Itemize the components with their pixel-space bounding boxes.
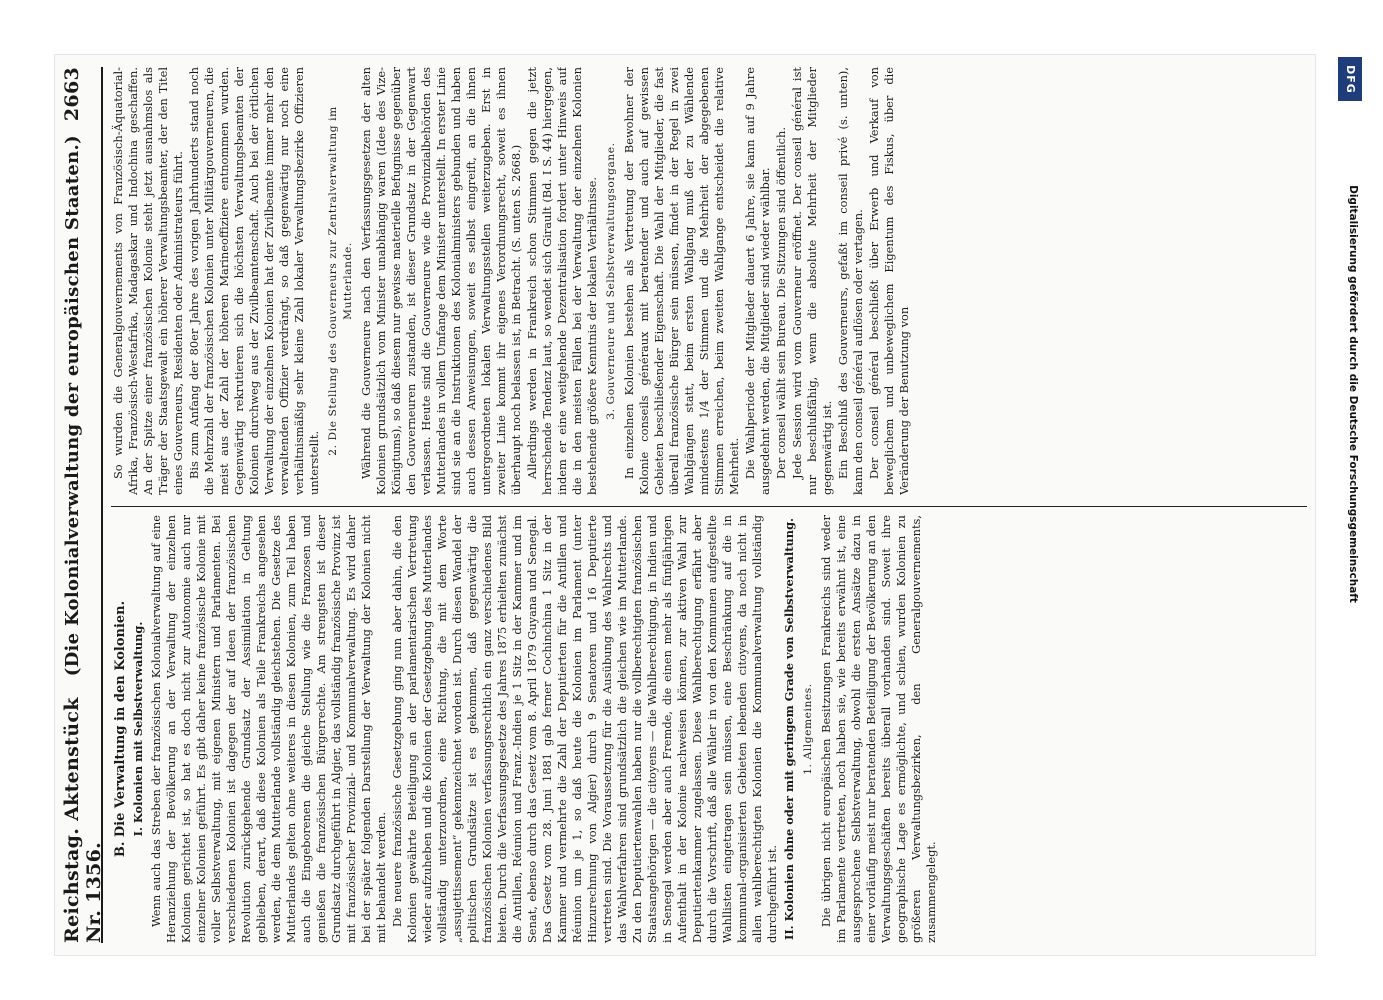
paragraph: Ein Beschluß des Gouverneurs, gefaßt im conseil privé (s. unten), kann den conseil général auflösen oder vertagen. [836, 67, 865, 495]
digitization-note: Digitalisierung gefördert durch die Deutsche Forschungsgemeinschaft [1347, 185, 1359, 603]
paragraph: Der conseil wählt sein Bureau. Die Sitzungen sind öffentlich. [774, 127, 788, 479]
paragraph: Jede Session wird vom Gouverneur eröffnet. Der conseil général ist nur beschlußfähig, wenn die absolute Mehrheit der Mitglieder gegenwärtig ist. [790, 67, 834, 495]
paragraph: So wurden die Generalgouvernements von Französisch-Äquatorial-Afrika, Französisch-Westafrika, Madagaskar und Indochina geschaffen. An der Spitze einer französischen Kolonie steht jetzt ausnahmslos als Träger der Staatsgewalt ein höherer Verwaltungsbeamter, der den Titel eines Gouverneurs, Residenten oder Administrateurs führt. [111, 67, 185, 495]
paragraph: Allerdings werden in Frankreich schon Stimmen gegen die jetzt herrschende Tendenz laut, so wendet sich Girault (Bd. I S. 44) hiergegen, indem er eine weitgehende Dezentralisation fordert unter Hinweis auf die in den meisten Fällen bei der Verwaltung der einzelnen Kolonien bestehende größere Kenntnis der lokalen Verhältnisse. [525, 67, 599, 495]
paragraph: Die übrigen nicht europäischen Besitzungen Frankreichs sind weder im Parlamente vertreten, noch haben sie, wie bereits erwähnt ist, eine ausgesprochene Selbstverwaltung, obwohl die ersten Ansätze dazu in einer vorläufig meist nur beratenden Beteiligung der Bevölkerung an den Verwaltungsgeschäften bereits überall vorhanden sind. Soweit ihre geographische Lage es ermöglichte, und schien, wurden Kolonien zu größeren Verwaltungsbezirken, den Generalgouvernements, zusammengelegt. [819, 515, 938, 943]
paragraph: Die neuere französische Gesetzgebung ging nun aber dahin, die den Kolonien gewährte Beteiligung an der parlamentarischen Vertretung wieder aufzuheben und die Kolonien der Gesetzgebung des Mutterlandes vollständig unterzuordnen, eine Richtung, die mit dem Worte „assujettissement“ gekennzeichnet worden ist. Durch diesen Wandel der politischen Grundsätze ist es gekommen, daß gegenwärtig die französischen Kolonien verfassungsrechtlich ein ganz verschiedenes Bild bieten. Durch die Verfassungsgesetze des Jahres 1875 erhielten zunächst die Antillen, Réunion und Franz.-Indien je 1 Sitz in der Kammer und im Senat, ebenso durch das Gesetz vom 8. April 1879 Guyana und Senegal. Das Gesetz vom 28. Juni 1881 gab ferner Cochinchina 1 Sitz in der Kammer und vermehrte die Zahl der Deputierten für die Antillen und Réunion um je 1, so daß heute die Kolonien im Parlament (unter Hinzurechnung von Algier) durch 9 Senatoren und 16 Deputierte vertreten sind. Die Voraussetzung für die Ausübung des Wahlrechts und das Wahlverfahren sind grundsätzlich die gleichen wie im Mutterlande. Zu den Deputiertenwahlen haben nur die vollberechtigten französischen Staatsangehörigen — die citoyens — die Wahlberechtigung, in Indien und in Senegal werden aber auch Fremde, die einen mehr als fünfjährigen Aufenthalt in der Kolonie nachweisen können, zur aktiven Wahl zur Deputiertenkammer zugelassen. Diese Wahlberechtigung erfährt aber durch die Vorschrift, daß alle Wähler in von den Kommunen aufgestellte Wahllisten eingetragen sein müssen, eine Beschränkung auf die in kommunal-organisierten Gebieten lebenden citoyens, da noch nicht in allen wahlberechtigten Kolonien die Kommunalverwaltung vollständig durchgeführt ist. [390, 515, 779, 943]
subsection-heading-2: II. Kolonien ohne oder mit geringem Grade von Selbstverwaltung. [782, 518, 796, 940]
dfg-logo: DFG [1338, 57, 1362, 101]
page-number: 2663 [61, 67, 83, 122]
section-heading: B. Die Verwaltung in den Kolonien. [113, 600, 128, 858]
header-left: Reichstag. Aktenstück Nr. 1356. [61, 697, 105, 943]
paragraph: Der conseil général beschließt über Erwerb und Verkauf von beweglichem und unbeweglichem Eigentum des Fiskus, über die Veränderung der Benutzung von [867, 67, 911, 495]
subheading-selbstverwaltungsorgane: 3. Gouverneure und Selbstverwaltungsorgane. [605, 142, 617, 420]
page-header [61, 67, 103, 943]
paragraph: In einzelnen Kolonien bestehen als Vertretung der Bewohner der Kolonie conseils généraux mit beratender und auch auf gewissen Gebieten beschließender Eigenschaft. Die Wahl der Mitglieder, die fast überall französische Bürger sein müssen, findet in der Regel in zwei Wahlgängen statt, beim ersten Wahlgang muß der zu Wählende mindestens 1/4 der Stimmen und die Mehrheit der abgegebenen Stimmen erreichen, beim zweiten Wahlgange entscheidet die relative Mehrheit. [622, 67, 741, 495]
paragraph: Bis zum Anfang der 80er Jahre des vorigen Jahrhunderts stand noch die Mehrzahl der französischen Kolonien unter Militärgouverneuren, die meist aus der Zahl der höheren Marineoffiziere entnommen wurden. Gegenwärtig rekrutieren sich die höchsten Verwaltungsbeamten der Kolonien durchweg aus der Zivilbeamtenschaft. Auch bei der örtlichen Verwaltung der einzelnen Kolonien hat der Zivilbeamte immer mehr den verwaltenden Offizier verdrängt, so daß gegenwärtig nur noch eine verhältnismäßig sehr kleine Zahl lokaler Verwaltungsbezirke Offizieren unterstellt. [187, 67, 321, 495]
subheading-zentralverwaltung: 2. Die Stellung des Gouverneurs zur Zentralverwaltung im Mutterlande. [327, 106, 354, 456]
paragraph: Während die Gouverneure nach den Verfassungsgesetzen der alten Kolonien grundsätzlich vom Minister unabhängig waren (Idee des Vize-Königtums), so daß diesem nur gewisse materielle Befugnisse gegenüber den Gouverneuren zustanden, ist dieser Grundsatz in der Gegenwart verlassen. Heute sind die Gouverneure wie die Provinzialbehörden des Mutterlandes in vollem Umfange dem Minister unterstellt. In erster Linie sind sie an die Instruktionen des Kolonialministers gebunden und haben auch dessen Anweisungen, soweit es selbst eingreift, an die ihnen untergeordneten lokalen Verwaltungsstellen weiterzugeben. Erst in zweiter Linie kommt ihr eigenes Verordnungsrecht, soweit es ihnen überhaupt noch belassen ist, in Betracht. (S. unten S. 2668.) [359, 67, 523, 495]
left-column [111, 515, 1307, 943]
paragraph: Wenn auch das Streben der französischen Kolonialverwaltung auf eine Heranziehung der Bevölkerung an der Verwaltung der einzelnen Kolonien gerichtet ist, so hat es doch nicht zur Autonomie auch nur einzelner Kolonien geführt. Es gibt daher keine französische Kolonie mit voller Selbstverwaltung, mit eigenen Ministern und Parlamenten. Bei verschiedenen Kolonien ist dagegen der auf Ideen der französischen Revolution zurückgehende Grundsatz der Assimilation in Geltung geblieben, derart, daß diese Kolonien als Teile Frankreichs angesehen werden, die dem Mutterlande vollständig gleichstehen. Die Gesetze des Mutterlandes gelten ohne weiteres in diesen Kolonien, zum Teil haben auch die Eingeborenen die gleiche Stellung wie die Franzosen und genießen die französischen Bürgerrechte. Am strengsten ist dieser Grundsatz durchgeführt in Algier, das vollständig französische Provinz ist mit französischer Provinzial- und Kommunalverwaltung. Es wird daher bei der später folgenden Darstellung der Verwaltung der Kolonien nicht mit behandelt werden. [149, 515, 388, 943]
document-page [55, 55, 1315, 955]
right-column [111, 67, 1307, 495]
header-title: (Die Kolonialverwaltung der europäischen Staaten.) [62, 135, 83, 677]
subsection-heading-1: I. Kolonien mit Selbstverwaltung. [131, 621, 145, 837]
paragraph: Die Wahlperiode der Mitglieder dauert 6 Jahre, sie kann auf 9 Jahre ausgedehnt werden, die Mitglieder sind wieder wählbar. [743, 67, 772, 495]
scanned-page [55, 55, 1315, 955]
column-rule [111, 506, 1307, 507]
subheading-allgemeines: 1. Allgemeines. [802, 683, 814, 775]
digitization-sidebar [1335, 55, 1365, 955]
